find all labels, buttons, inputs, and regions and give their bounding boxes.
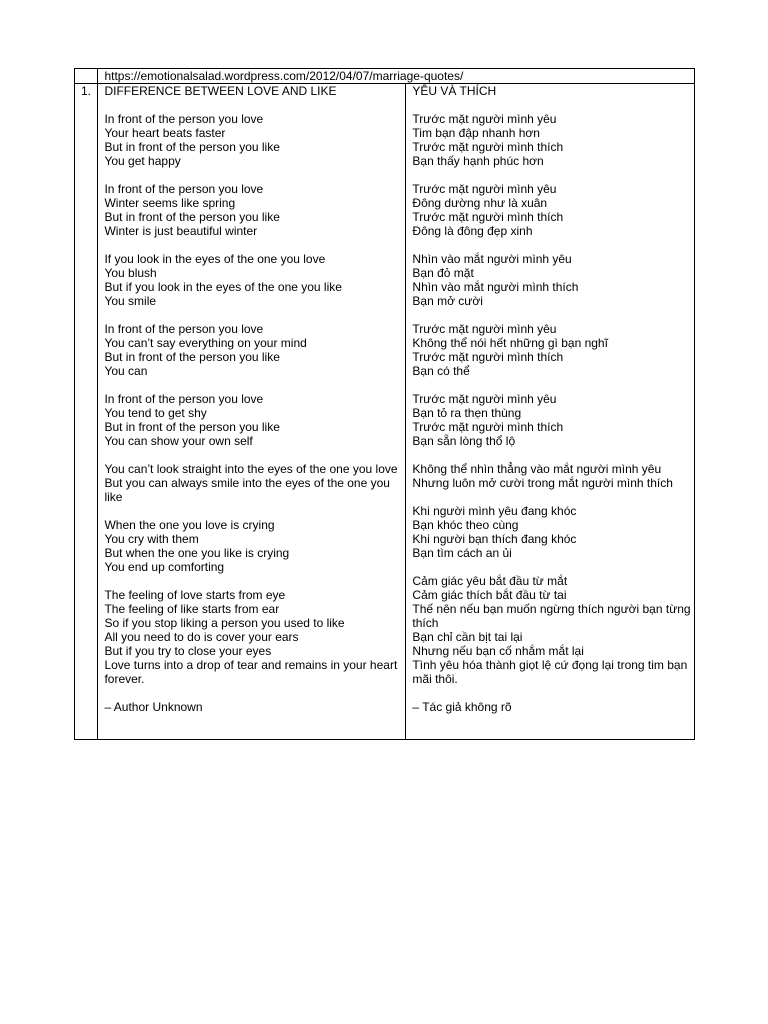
poem-line: Nhìn vào mắt người mình thích: [412, 280, 579, 294]
english-column: [98, 84, 406, 740]
poem-line: You blush: [104, 266, 157, 280]
poem-line: The feeling of like starts from ear: [104, 602, 280, 616]
poem-line: Nhưng luôn mở cười trong mắt người mình thích: [412, 476, 673, 490]
poem-line: But in front of the person you like: [104, 420, 280, 434]
poem-line: Tim bạn đập nhanh hơn: [412, 126, 540, 140]
poem-line: Tình yêu hóa thành giọt lệ cứ đọng lại trong tim bạn mãi thôi.: [412, 658, 691, 686]
poem-line: So if you stop liking a person you used to like: [104, 616, 345, 630]
poem-line: Đông dường như là xuân: [412, 196, 548, 210]
stanza: [412, 392, 694, 448]
poem-line: Bạn mở cười: [412, 294, 483, 308]
stanza: [412, 462, 694, 490]
stanza: [412, 112, 694, 168]
poem-line: Trước mặt người mình yêu: [412, 112, 557, 126]
poem-line: Trước mặt người mình yêu: [412, 182, 557, 196]
poem-line: Trước mặt người mình yêu: [412, 322, 557, 336]
poem-line: Cảm giác yêu bắt đầu từ mắt: [412, 574, 568, 588]
poem-line: Khi người mình yêu đang khóc: [412, 504, 577, 518]
poem-line: In front of the person you love: [104, 322, 264, 336]
poem-line: But in front of the person you like: [104, 210, 280, 224]
poem-line: You get happy: [104, 154, 181, 168]
poem-line: You can’t say everything on your mind: [104, 336, 307, 350]
poem-line: Cảm giác thích bắt đầu từ tai: [412, 588, 567, 602]
poem-line: Khi người bạn thích đang khóc: [412, 532, 577, 546]
poem-line: You can: [104, 364, 148, 378]
poem-line: Your heart beats faster: [104, 126, 226, 140]
poem-line: In front of the person you love: [104, 112, 264, 126]
poem-line: Bạn đỏ mặt: [412, 266, 474, 280]
stanza: [104, 462, 405, 504]
poem-line: You can show your own self: [104, 434, 253, 448]
poem-line: Bạn tỏ ra thẹn thùng: [412, 406, 522, 420]
stanza: [104, 112, 405, 168]
poem-line: You smile: [104, 294, 157, 308]
item-number: 1.: [75, 84, 98, 740]
english-poem: [104, 112, 405, 714]
poem-line: Bạn chỉ cần bịt tai lại: [412, 630, 523, 644]
stanza: [412, 504, 694, 560]
stanza: [104, 700, 405, 714]
poem-line: But in front of the person you like: [104, 140, 280, 154]
poem-line: Trước mặt người mình thích: [412, 350, 564, 364]
poem-line: The feeling of love starts from eye: [104, 588, 286, 602]
url-row: [75, 69, 695, 84]
vietnamese-heading: YÊU VÀ THÍCH: [412, 84, 497, 98]
poem-line: Bạn khóc theo cùng: [412, 518, 519, 532]
poem-line: Bạn có thể: [412, 364, 470, 378]
stanza: [104, 322, 405, 378]
poem-line: You end up comforting: [104, 560, 225, 574]
stanza: [412, 322, 694, 378]
stanza: [104, 588, 405, 686]
poem-line: In front of the person you love: [104, 182, 264, 196]
english-heading: DIFFERENCE BETWEEN LOVE AND LIKE: [104, 84, 337, 98]
poem-line: Không thể nói hết những gì bạn nghĩ: [412, 336, 608, 350]
poem-line: All you need to do is cover your ears: [104, 630, 299, 644]
stanza: [412, 182, 694, 238]
poem-line: Winter seems like spring: [104, 196, 236, 210]
poem-line: Trước mặt người mình thích: [412, 140, 564, 154]
poem-line: Thế nên nếu bạn muốn ngừng thích người bạn từng thích: [412, 602, 694, 630]
poem-line: Love turns into a drop of tear and remains in your heart forever.: [104, 658, 401, 686]
poem-line: – Author Unknown: [104, 700, 203, 714]
stanza: [104, 252, 405, 308]
poem-line: Không thể nhìn thẳng vào mắt người mình yêu: [412, 462, 662, 476]
content-row: [75, 84, 695, 740]
poem-line: Bạn sẵn lòng thổ lộ: [412, 434, 516, 448]
stanza: [412, 700, 694, 714]
poem-line: Bạn thấy hạnh phúc hơn: [412, 154, 544, 168]
stanza: [104, 392, 405, 448]
poem-line: Bạn tìm cách an ủi: [412, 546, 512, 560]
poem-line: But if you try to close your eyes: [104, 644, 272, 658]
source-url: https://emotionalsalad.wordpress.com/2012/04/07/marriage-quotes/: [98, 69, 695, 84]
poem-line: Nhưng nếu bạn cố nhắm mắt lại: [412, 644, 584, 658]
poem-line: Đông là đông đẹp xinh: [412, 224, 533, 238]
stanza: [104, 518, 405, 574]
stanza: [412, 574, 694, 686]
poem-line: But if you look in the eyes of the one you like: [104, 280, 342, 294]
poem-line: But in front of the person you like: [104, 350, 280, 364]
poem-line: – Tác giả không rõ: [412, 700, 512, 714]
stanza: [412, 252, 694, 308]
poem-line: Trước mặt người mình thích: [412, 210, 564, 224]
vietnamese-poem: [412, 112, 694, 714]
stanza: [104, 182, 405, 238]
poem-line: When the one you love is crying: [104, 518, 275, 532]
poem-line: Trước mặt người mình yêu: [412, 392, 557, 406]
poem-line: But when the one you like is crying: [104, 546, 290, 560]
poem-line: If you look in the eyes of the one you love: [104, 252, 326, 266]
vietnamese-column: [406, 84, 695, 740]
poem-line: You cry with them: [104, 532, 199, 546]
poem-line: Winter is just beautiful winter: [104, 224, 258, 238]
poem-line: You can’t look straight into the eyes of the one you love: [104, 462, 398, 476]
poem-line: In front of the person you love: [104, 392, 264, 406]
poem-line: Trước mặt người mình thích: [412, 420, 564, 434]
document-table: [74, 68, 695, 740]
poem-line: Nhìn vào mắt người mình yêu: [412, 252, 572, 266]
poem-line: You tend to get shy: [104, 406, 207, 420]
poem-line: But you can always smile into the eyes of the one you like: [104, 476, 394, 504]
url-row-number-cell: [75, 69, 98, 84]
